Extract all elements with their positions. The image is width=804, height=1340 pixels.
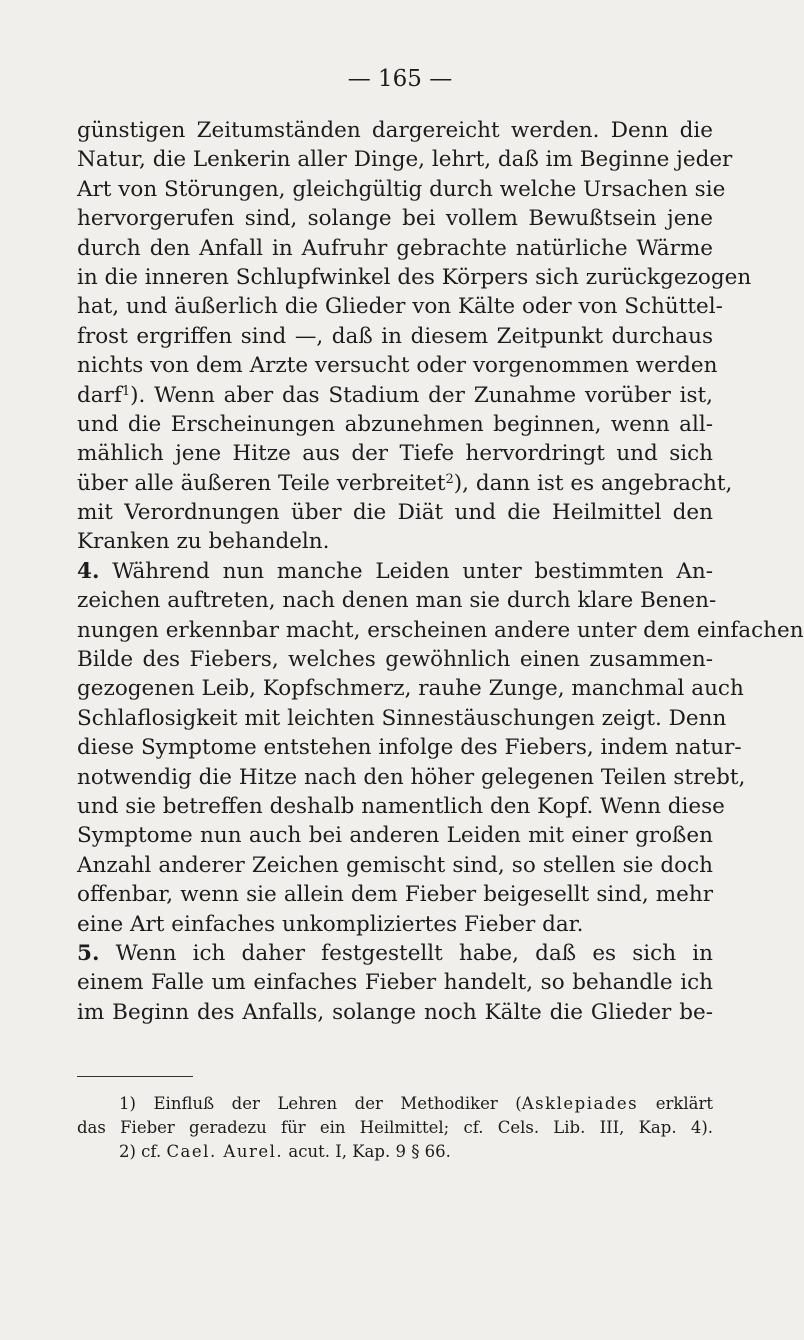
text-line: diese Symptome entstehen infolge des Fiebers, indem natur- <box>77 735 742 761</box>
body-text <box>77 116 804 1027</box>
section-5-first-line: 5. Wenn ich daher festgestellt habe, daß es sich in <box>77 940 713 966</box>
text-line: nichts von dem Arzte versucht oder vorgenommen werden <box>77 353 718 379</box>
text-line: offenbar, wenn sie allein dem Fieber beigesellt sind, mehr <box>77 882 713 908</box>
text-line: eine Art einfaches unkompliziertes Fieber dar. <box>77 911 584 937</box>
text-line: Art von Störungen, gleichgültig durch welche Ursachen sie <box>77 176 726 202</box>
section-number: 4. <box>77 558 100 584</box>
text-line: Kranken zu behandeln. <box>77 529 330 555</box>
text-line: durch den Anfall in Aufruhr gebrachte natürliche Wärme <box>77 235 713 261</box>
footnote-1-continuation: das Fieber geradezu für ein Heilmittel; cf. Cels. Lib. III, Kap. 4). <box>77 1118 713 1137</box>
page-number: — 165 — <box>347 66 453 92</box>
text-line: und sie betreffen deshalb namentlich den Kopf. Wenn diese <box>77 793 725 819</box>
text-line: nungen erkennbar macht, erscheinen andere unter dem einfachen <box>77 617 804 643</box>
text-line: Symptome nun auch bei anderen Leiden mit einer großen <box>77 823 713 849</box>
text-line: über alle äußeren Teile verbreitet$^2$), dann ist es angebracht, <box>77 470 733 496</box>
text-line: mählich jene Hitze aus der Tiefe hervordringt und sich <box>77 441 713 467</box>
text-line: notwendig die Hitze nach den höher gelegenen Teilen strebt, <box>77 764 746 790</box>
text-line: im Beginn des Anfalls, solange noch Kälte die Glieder be- <box>77 999 713 1025</box>
footnote-1: 1) Einfluß der Lehren der Methodiker (Asklepiades erklärt <box>119 1094 714 1113</box>
text-line: einem Falle um einfaches Fieber handelt, so behandle ich <box>77 970 713 996</box>
text-line: darf$^1$). Wenn aber das Stadium der Zunahme vorüber ist, <box>77 382 713 408</box>
text-line: Natur, die Lenkerin aller Dinge, lehrt, daß im Beginne jeder <box>77 147 733 173</box>
text-line: in die inneren Schlupfwinkel des Körpers sich zurückgezogen <box>77 264 752 290</box>
text-line: und die Erscheinungen abzunehmen beginnen, wenn all- <box>77 411 713 437</box>
footnote-ref: 2 <box>445 471 454 487</box>
text-line: Anzahl anderer Zeichen gemischt sind, so stellen sie doch <box>77 852 713 878</box>
text-line: zeichen auftreten, nach denen man sie durch klare Benen- <box>77 588 717 614</box>
text-line: gezogenen Leib, Kopfschmerz, rauhe Zunge, manchmal auch <box>77 676 744 702</box>
text-line: mit Verordnungen über die Diät und die Heilmittel den <box>77 500 713 526</box>
footnote-2: 2) cf. Cael. Aurel. acut. I, Kap. 9 § 66. <box>119 1142 451 1161</box>
section-4-first-line: 4. Während nun manche Leiden unter bestimmten An- <box>77 558 713 584</box>
text-line: hervorgerufen sind, solange bei vollem Bewußtsein jene <box>77 206 713 232</box>
text-line: frost ergriffen sind —, daß in diesem Zeitpunkt durchaus <box>77 323 713 349</box>
text-line: günstigen Zeitumständen dargereicht werden. Denn die <box>77 118 713 143</box>
footnote-separator <box>77 1076 193 1077</box>
footnote-ref: 1 <box>121 383 131 399</box>
text-line: Bilde des Fiebers, welches gewöhnlich einen zusammen- <box>77 647 713 673</box>
text-line: Schlaflosigkeit mit leichten Sinnestäuschungen zeigt. Denn <box>77 705 727 731</box>
text-line: hat, und äußerlich die Glieder von Kälte oder von Schüttel- <box>77 294 723 320</box>
section-number: 5. <box>77 940 100 966</box>
footnotes <box>77 1092 713 1164</box>
